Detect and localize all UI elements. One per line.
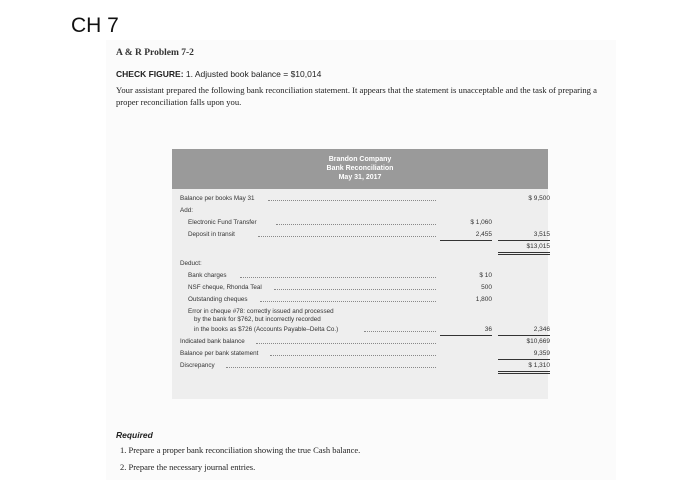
statement-title: Bank Reconciliation xyxy=(326,165,394,172)
leader-dots xyxy=(258,236,436,237)
row-label: Error in cheque #78: correctly issued and processed xyxy=(188,308,334,315)
amount-col2: 9,359 xyxy=(498,349,550,360)
amount-col2: $ 9,500 xyxy=(528,195,550,202)
row-label: Balance per books May 31 xyxy=(180,195,255,202)
leader-dots xyxy=(226,367,436,368)
amount-col1: 36 xyxy=(440,325,492,336)
problem-title: A & R Problem 7-2 xyxy=(116,48,194,58)
check-figure-text: 1. Adjusted book balance = $10,014 xyxy=(185,69,322,79)
amount-col2: $10,669 xyxy=(526,338,550,345)
row-label: Add: xyxy=(180,207,193,214)
check-figure xyxy=(116,69,321,79)
row-label: Indicated bank balance xyxy=(180,338,245,345)
amount-col1: $ 10 xyxy=(479,272,492,279)
amount-col2: 2,346 xyxy=(498,325,550,336)
amount-col2: $13,015 xyxy=(498,242,550,255)
amount-col2: 3,515 xyxy=(498,230,550,241)
row-label: Balance per bank statement xyxy=(180,350,259,357)
row-label: Outstanding cheques xyxy=(188,296,248,303)
leader-dots xyxy=(256,343,436,344)
amount-col1: $ 1,060 xyxy=(470,219,492,226)
leader-dots xyxy=(268,200,436,201)
check-figure-label: CHECK FIGURE: xyxy=(116,69,184,79)
statement-date: May 31, 2017 xyxy=(338,174,382,181)
row-label: in the books as $726 (Accounts Payable–Delta Co.) xyxy=(194,326,339,333)
problem-intro: Your assistant prepared the following bank reconciliation statement. It appears that the statement is unacceptable and the task of preparing a proper reconciliation falls upon you. xyxy=(116,85,597,107)
leader-dots xyxy=(270,355,436,356)
leader-dots xyxy=(276,224,436,225)
company-name: Brandon Company xyxy=(328,156,392,163)
required-heading: Required xyxy=(116,430,153,440)
row-label: Bank charges xyxy=(188,272,227,279)
row-label: Discrepancy xyxy=(180,362,215,369)
statement-header xyxy=(172,149,548,189)
amount-col1: 1,800 xyxy=(475,296,492,303)
row-label: NSF cheque, Rhonda Teal xyxy=(188,284,262,291)
row-label: Deposit in transit xyxy=(188,231,235,238)
textbook-page xyxy=(106,40,616,480)
row-label: Electronic Fund Transfer xyxy=(188,219,257,226)
slide-title: CH 7 xyxy=(71,14,119,37)
leader-dots xyxy=(240,277,436,278)
amount-col1: 500 xyxy=(481,284,492,291)
leader-dots xyxy=(260,301,436,302)
bank-reconciliation-statement xyxy=(172,149,548,399)
row-label: Deduct: xyxy=(180,260,202,267)
required-item-1: 1. Prepare a proper bank reconciliation showing the true Cash balance. xyxy=(120,445,361,455)
row-label: by the bank for $762, but incorrectly recorded xyxy=(194,316,321,323)
required-item-2: 2. Prepare the necessary journal entries. xyxy=(120,462,256,472)
amount-col2: $ 1,310 xyxy=(498,361,550,374)
amount-col1: 2,455 xyxy=(440,230,492,241)
leader-dots xyxy=(274,289,436,290)
leader-dots xyxy=(364,331,436,332)
